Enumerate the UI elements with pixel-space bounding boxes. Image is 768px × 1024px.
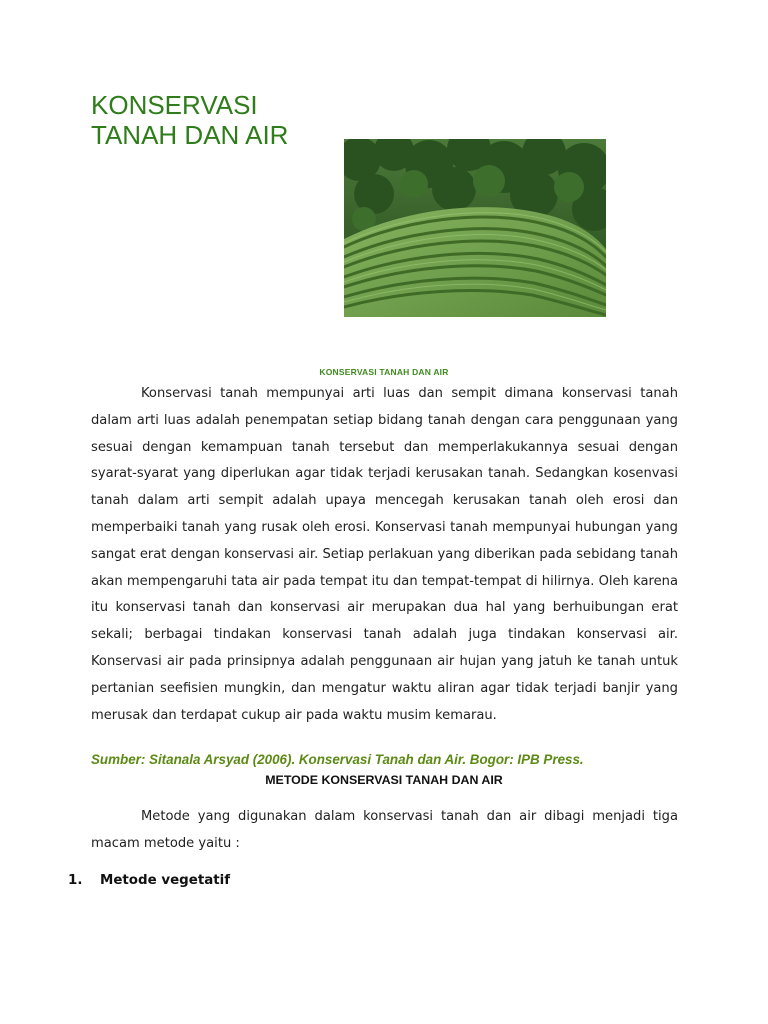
list-item-number: 1. xyxy=(68,873,83,888)
paragraph-methods-intro: Metode yang digunakan dalam konservasi tanah dan air dibagi menjadi tiga macam metode yaitu : xyxy=(91,809,678,851)
document-title xyxy=(91,90,288,150)
image-caption: KONSERVASI TANAH DAN AIR xyxy=(319,367,449,377)
source-citation: Sumber: Sitanala Arsyad (2006). Konservasi Tanah dan Air. Bogor: IPB Press. xyxy=(91,752,584,767)
title-line-2: TANAH DAN AIR xyxy=(91,120,289,150)
section-title: METODE KONSERVASI TANAH DAN AIR xyxy=(265,773,503,787)
title-line-1: KONSERVASI xyxy=(91,90,258,120)
terraced-plantation-photo xyxy=(344,139,606,317)
list-item xyxy=(68,873,230,888)
list-item-label: Metode vegetatif xyxy=(100,873,231,888)
plantation-illustration xyxy=(344,139,606,317)
paragraph-definition: Konservasi tanah mempunyai arti luas dan sempit dimana konservasi tanah dalam arti luas adalah penempatan setiap bidang tanah dengan cara penggunaan yang sesuai dengan kemampuan tanah tersebut dan memperlakukannya sesuai dengan syarat-syarat yang diperlukan agar tidak terjadi kerusakan tanah. Sedangkan kosenvasi tanah dalam arti sempit adalah upaya mencegah kerusakan tanah oleh erosi dan memperbaiki tanah yang rusak oleh erosi. Konservasi tanah mempunyai hubungan yang sangat erat dengan konservasi air. Setiap perlakuan yang diberikan pada sebidang tanah akan mempengaruhi tata air pada tempat itu dan tempat-tempat di hilirnya. Oleh karena itu konservasi tanah dan konservasi air merupakan dua hal yang berhuibungan erat sekali; berbagai tindakan konservasi tanah adalah juga tindakan konservasi air. Konservasi air pada prinsipnya adalah penggunaan air hujan yang jatuh ke tanah untuk pertanian seefisien mungkin, dan mengatur waktu aliran agar tidak terjadi banjir yang merusak dan terdapat cukup air pada waktu musim kemarau. xyxy=(91,386,678,723)
